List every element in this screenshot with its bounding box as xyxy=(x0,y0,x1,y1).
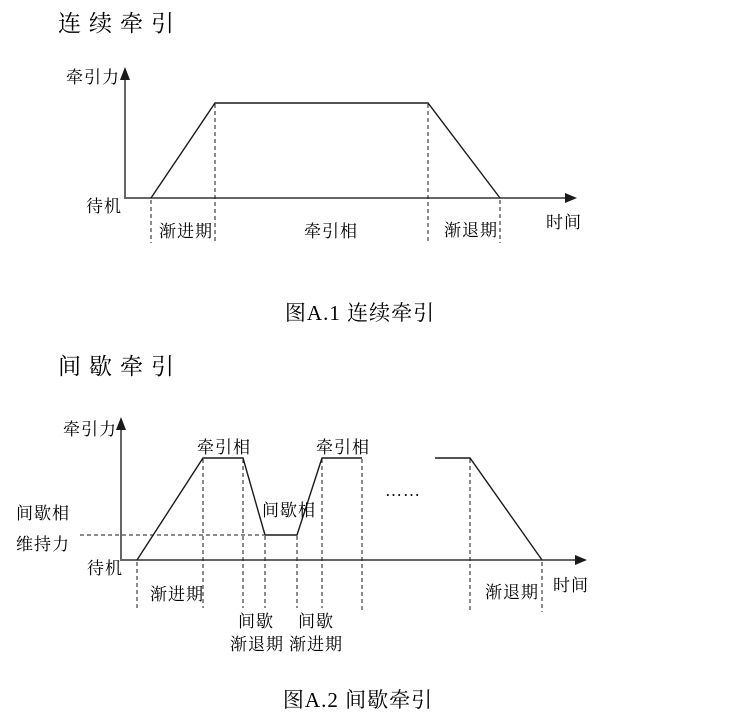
y-axis-arrow-icon xyxy=(120,67,130,80)
rest-phase-label: 间歇相 xyxy=(262,501,316,520)
force-curve-final xyxy=(435,458,542,560)
rest-ramp-down-label-line1: 间歇 xyxy=(238,612,274,631)
rest-ramp-up-label-line2: 渐进期 xyxy=(289,635,343,654)
figure-a1-continuous-traction xyxy=(66,67,582,243)
section-heading-intermittent: 间歇牵引 xyxy=(58,354,182,379)
figure-a2-intermittent-traction xyxy=(16,417,589,654)
figure-a1-caption: 图A.1 连续牵引 xyxy=(284,301,436,325)
ramp-down-label: 渐退期 xyxy=(444,221,498,240)
maintain-force-label-line2: 维持力 xyxy=(16,535,70,554)
x-axis-label: 时间 xyxy=(546,213,582,232)
figure-a2-caption: 图A.2 间歇牵引 xyxy=(282,688,434,712)
traction-phase-2-label: 牵引相 xyxy=(316,438,370,457)
maintain-force-label-line1: 间歇相 xyxy=(16,504,70,523)
section-heading-continuous: 连续牵引 xyxy=(58,11,182,36)
rest-ramp-down-label-line2: 渐退期 xyxy=(230,635,284,654)
y-axis-label: 牵引力 xyxy=(66,68,120,87)
y-axis-arrow-icon xyxy=(116,417,126,430)
y-axis-label: 牵引力 xyxy=(63,420,117,439)
final-ramp-down-label: 渐退期 xyxy=(485,583,539,602)
x-axis-arrow-icon xyxy=(565,193,577,203)
rest-ramp-up-label-line1: 间歇 xyxy=(298,612,334,631)
ramp-up-label: 渐进期 xyxy=(150,585,204,604)
continuation-dots: …… xyxy=(385,481,421,500)
x-axis-arrow-icon xyxy=(575,555,587,565)
force-curve xyxy=(137,458,362,560)
ramp-up-label: 渐进期 xyxy=(159,222,213,241)
standby-label: 待机 xyxy=(87,559,123,578)
standby-label: 待机 xyxy=(86,197,122,216)
traction-phase-1-label: 牵引相 xyxy=(197,438,251,457)
force-curve xyxy=(151,103,500,198)
x-axis-label: 时间 xyxy=(553,576,589,595)
traction-phase-label: 牵引相 xyxy=(304,222,358,241)
